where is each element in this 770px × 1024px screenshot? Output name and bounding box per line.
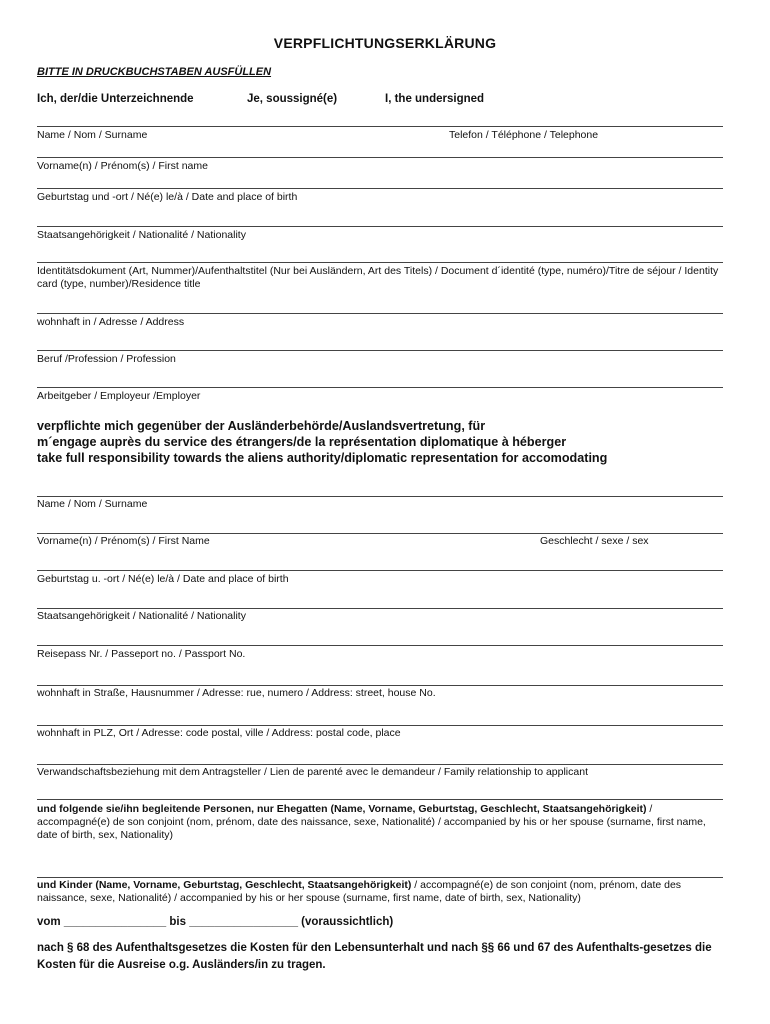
guarantor-name-field[interactable] — [37, 126, 723, 127]
guest-birth-field[interactable] — [37, 570, 723, 571]
children-label-rest: / accompagné(e) de son conjoint (nom, prénom, date des naissance, sexe, Nationalité) / accompanied by his or her spouse (surname, first name, date of birth, sex, Nationality) — [37, 879, 682, 904]
guest-passport-label: Reisepass Nr. / Passeport no. / Passport No. — [37, 648, 246, 660]
guest-birth-label: Geburtstag u. -ort / Né(e) le/à / Date and place of birth — [37, 573, 289, 585]
guarantor-nationality-label: Staatsangehörigkeit / Nationalité / Nationality — [37, 229, 246, 241]
guarantor-name-label: Name / Nom / Surname — [37, 129, 148, 141]
guest-city-label: wohnhaft in PLZ, Ort / Adresse: code postal, ville / Address: postal code, place — [37, 727, 401, 739]
children-label — [37, 879, 727, 905]
guest-name-label: Name / Nom / Surname — [37, 498, 148, 510]
guest-street-field[interactable] — [37, 685, 723, 686]
guest-name-field[interactable] — [37, 496, 723, 497]
guarantor-profession-label: Beruf /Profession / Profession — [37, 353, 176, 365]
guarantor-nationality-field[interactable] — [37, 226, 723, 227]
guarantor-employer-label: Arbeitgeber / Employeur /Employer — [37, 390, 201, 402]
instruction: BITTE IN DRUCKBUCHSTABEN AUSFÜLLEN — [37, 66, 272, 78]
commitment-de: verpflichte mich gegenüber der Ausländerbehörde/Auslandsvertretung, für — [37, 419, 486, 433]
period-note: (voraussichtlich) — [301, 916, 394, 928]
guest-street-label: wohnhaft in Straße, Hausnummer / Adresse: rue, numero / Address: street, house No. — [37, 687, 436, 699]
page-title: VERPFLICHTUNGSERKLÄRUNG — [273, 35, 497, 51]
undersigned-en: I, the undersigned — [385, 93, 485, 105]
undersigned-fr: Je, soussigné(e) — [247, 93, 338, 105]
guarantor-address-label: wohnhaft in / Adresse / Address — [37, 316, 185, 328]
spouse-label — [37, 803, 727, 842]
period-to-field[interactable]: _________________ — [189, 916, 298, 928]
guest-nationality-label: Staatsangehörigkeit / Nationalité / Nationality — [37, 610, 246, 622]
children-field[interactable] — [37, 877, 723, 878]
guest-city-field[interactable] — [37, 725, 723, 726]
guarantor-address-field[interactable] — [37, 313, 723, 314]
guest-nationality-field[interactable] — [37, 608, 723, 609]
guarantor-birth-label: Geburtstag und -ort / Né(e) le/à / Date and place of birth — [37, 191, 298, 203]
undersigned-de: Ich, der/die Unterzeichnende — [37, 93, 194, 105]
guarantor-id-label: Identitätsdokument (Art, Nummer)/Aufenthaltstitel (Nur bei Ausländern, Art des Titels) / Document d´identité (type, numéro)/Titre de séjour / Identity card (type, number)/Residence title — [37, 265, 719, 290]
spouse-field[interactable] — [37, 799, 723, 800]
commitment-en: take full responsibility towards the aliens authority/diplomatic representation for accomodating — [37, 451, 608, 465]
guest-sex-label: Geschlecht / sexe / sex — [540, 535, 649, 547]
period-to-label: bis — [169, 916, 187, 928]
guarantor-telephone-label: Telefon / Téléphone / Telephone — [449, 129, 599, 141]
guest-relationship-label: Verwandschaftsbeziehung mit dem Antragsteller / Lien de parenté avec le demandeur / Family relationship to applicant — [37, 766, 588, 778]
guarantor-id-field[interactable] — [37, 262, 723, 263]
guest-first-name-field[interactable] — [37, 533, 723, 534]
commitment-fr: m´engage auprès du service des étrangers/de la représentation diplomatique à héberger — [37, 435, 567, 449]
costs-statement: nach § 68 des Aufenthaltsgesetzes die Kosten für den Lebensunterhalt und nach §§ 66 und 67 des Aufenthalts-gesetzes die Kosten für die Ausreise o.g. Ausländers/in zu tragen. — [37, 942, 712, 971]
guarantor-profession-field[interactable] — [37, 350, 723, 351]
guarantor-first-name-field[interactable] — [37, 157, 723, 158]
period-from-label: vom — [37, 916, 61, 928]
spouse-label-bold: und folgende sie/ihn begleitende Personen, nur Ehegatten (Name, Vorname, Geburtstag, Geschlecht, Staatsangehörigkeit) — [37, 803, 647, 815]
guarantor-birth-field[interactable] — [37, 188, 723, 189]
guarantor-employer-field[interactable] — [37, 387, 723, 388]
guest-first-name-label: Vorname(n) / Prénom(s) / First Name — [37, 535, 210, 547]
period-line — [37, 914, 393, 931]
guest-passport-field[interactable] — [37, 645, 723, 646]
spouse-label-rest: / accompagné(e) de son conjoint (nom, prénom, date des naissance, sexe, Nationalité) / accompanied by his or her spouse (surname, first name, date of birth, sex, Nationality) — [37, 803, 706, 841]
children-label-bold: und Kinder (Name, Vorname, Geburtstag, Geschlecht, Staatsangehörigkeit) — [37, 879, 412, 891]
guarantor-first-name-label: Vorname(n) / Prénom(s) / First name — [37, 160, 208, 172]
guest-relationship-field[interactable] — [37, 764, 723, 765]
period-from-field[interactable]: ________________ — [63, 916, 167, 928]
